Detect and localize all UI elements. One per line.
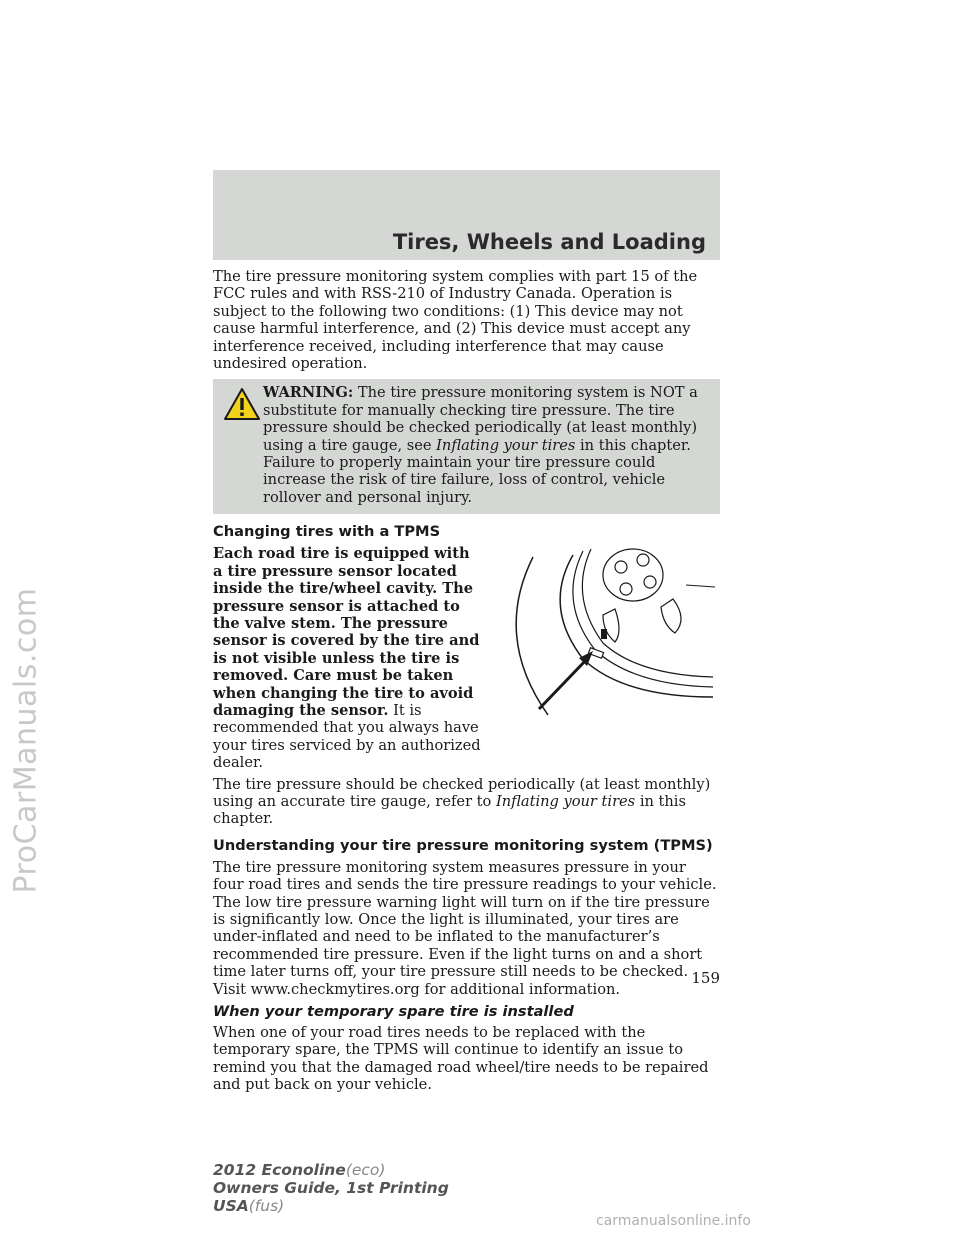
warning-box (213, 379, 720, 514)
footer-region-code: (fus) (248, 1197, 285, 1215)
spare-paragraph: When one of your road tires needs to be replaced with the temporary spare, the TPMS will continue to identify an issue to remind you that the damaged road wheel/tire needs to be repaired and put back on your vehicle. (213, 1024, 709, 1094)
footer-line-1 (213, 1161, 449, 1179)
changing-para2-text-1: The tire pressure should be checked periodically (at least monthly) using an accurate tire gauge, refer to (213, 775, 711, 810)
changing-paragraph (213, 545, 483, 771)
chapter-header (213, 170, 720, 260)
chapter-title: Tires, Wheels and Loading (392, 230, 706, 254)
tpms-block (213, 545, 720, 771)
warning-triangle-icon (223, 387, 261, 421)
warning-text-2: in this chapter. Failure to properly maintain your tire pressure could increase the risk of tire failure, loss of control, vehicle rollover and personal injury. (263, 436, 691, 506)
warning-label: WARNING: (263, 384, 354, 402)
footer (213, 1161, 449, 1215)
heading-changing-tires: Changing tires with a TPMS (213, 523, 441, 541)
bottom-watermark: carmanualsonline.info (596, 1213, 751, 1229)
changing-normal-text: It is recommended that you always have your tires serviced by an authorized dealer. (213, 701, 481, 772)
page-content (213, 268, 720, 1094)
side-watermark-text: ProCarManuals.com (8, 586, 44, 894)
heading-spare-tire: When your temporary spare tire is installed (213, 1003, 574, 1021)
tire-sensor-illustration (503, 547, 723, 717)
warning-first-lines (221, 384, 712, 506)
changing-para2-text-2: in this chapter. (213, 792, 686, 828)
heading-understanding: Understanding your tire pressure monitoring system (TPMS) (213, 836, 713, 854)
side-watermark (2, 480, 50, 1000)
intro-paragraph: The tire pressure monitoring system complies with part 15 of the FCC rules and with RSS-210 of Industry Canada. Operation is subject to the following two conditions: (1) This device may not cause harmful interference, and (2) This device must accept any interference received, including interference that may cause undesired operation. (213, 268, 698, 373)
footer-line-2: Owners Guide, 1st Printing (213, 1179, 449, 1197)
footer-model-code: (eco) (345, 1161, 386, 1179)
footer-model: 2012 Econoline (213, 1161, 346, 1179)
understanding-paragraph: The tire pressure monitoring system measures pressure in your four road tires and sends the tire pressure readings to your vehicle. The low tire pressure warning light will turn on if the tire pressure is significantly low. Once the light is illuminated, your tires are under-inflated and need to be inflated to the manufacturer’s recommended tire pressure. Even if the light turns on and a short time later turns off, your tire pressure still needs to be checked. Visit www.checkmytires.org for additional information. (213, 858, 717, 998)
page-number: 159 (691, 969, 720, 987)
footer-region: USA (213, 1197, 249, 1215)
changing-para2-link[interactable]: Inflating your tires (495, 792, 636, 810)
warning-link[interactable]: Inflating your tires (436, 436, 576, 454)
changing-paragraph-2 (213, 776, 720, 828)
footer-line-3 (213, 1197, 449, 1215)
warning-text-1: The tire pressure monitoring system is NOT a substitute for manually checking tire pressure. The tire pressure should be checked periodically (at least monthly) using a tire gauge, see (263, 384, 698, 454)
changing-bold-text: Each road tire is equipped with a tire pressure sensor located inside the tire/wheel cavity. The pressure sensor is attached to the valve stem. The pressure sensor is covered by the tire and is not visible unless the tire is removed. Care must be taken when changing the tire to avoid damaging the sensor. (213, 545, 480, 719)
